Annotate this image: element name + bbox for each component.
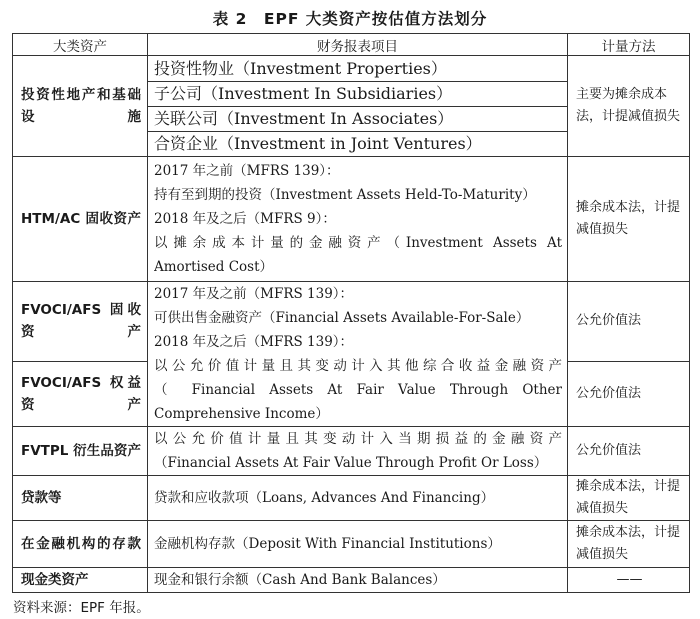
table-row bbox=[13, 568, 690, 593]
table-title: 表 2 EPF 大类资产按估值方法划分 bbox=[212, 10, 488, 28]
item-line: 持有至到期的投资（Investment Assets Held-To-Maturity） bbox=[154, 187, 536, 203]
method-cell: —— bbox=[568, 568, 690, 593]
items-cell bbox=[148, 427, 568, 476]
method-cell: 主要为摊余成本法，计提减值损失 bbox=[568, 56, 690, 157]
category-cell: FVOCI/AFS 权益资产 bbox=[13, 361, 148, 426]
header-category: 大类资产 bbox=[13, 34, 148, 56]
item-line: 关联公司（Investment In Associates） bbox=[148, 107, 567, 132]
category-cell: 贷款等 bbox=[13, 476, 148, 521]
table-row bbox=[13, 427, 690, 476]
category-cell: 现金类资产 bbox=[13, 568, 148, 593]
item-line: 投资性物业（Investment Properties） bbox=[148, 57, 567, 82]
item-line: 2018 年及之后（MFRS 139）： bbox=[154, 334, 354, 350]
method-cell: 摊余成本法，计提减值损失 bbox=[568, 157, 690, 282]
item-line: Comprehensive Income） bbox=[154, 406, 329, 422]
item-line: Amortised Cost） bbox=[154, 259, 274, 275]
items-cell bbox=[148, 282, 568, 427]
items-cell bbox=[148, 56, 568, 157]
category-cell: HTM/AC 固收资产 bbox=[13, 157, 148, 282]
method-cell: 摊余成本法，计提减值损失 bbox=[568, 521, 690, 568]
table-row bbox=[13, 476, 690, 521]
table-row bbox=[13, 282, 690, 362]
item-line: （ Financial Assets At Fair Value Through Other bbox=[154, 382, 562, 398]
items-cell bbox=[148, 568, 568, 593]
category-cell: FVOCI/AFS 固收资产 bbox=[13, 282, 148, 362]
method-cell: 公允价值法 bbox=[568, 427, 690, 476]
item-line: 合资企业（Investment in Joint Ventures） bbox=[154, 133, 482, 153]
item-line: 2017 年之前（MFRS 139）： bbox=[154, 163, 340, 179]
method-cell: 公允价值法 bbox=[568, 361, 690, 426]
items-cell bbox=[148, 157, 568, 282]
method-cell: 公允价值法 bbox=[568, 282, 690, 362]
item-line: 2018 年及之后（MFRS 9）： bbox=[154, 211, 336, 227]
source-note: 资料来源：EPF 年报。 bbox=[13, 600, 150, 616]
item-line: 以公允价值计量且其变动计入当期损益的金融资产 bbox=[154, 431, 562, 447]
items-cell bbox=[148, 521, 568, 568]
item-line: 以摊余成本计量的金融资产（Investment Assets At bbox=[154, 235, 562, 251]
header-items: 财务报表项目 bbox=[148, 34, 568, 56]
item-line: 以公允价值计量且其变动计入其他综合收益金融资产 bbox=[154, 358, 562, 374]
category-cell: 在金融机构的存款 bbox=[13, 521, 148, 568]
item-line: 贷款和应收款项（Loans, Advances And Financing） bbox=[154, 490, 495, 506]
item-line: （Financial Assets At Fair Value Through Profit Or Loss） bbox=[154, 455, 548, 471]
category-cell: 投资性地产和基础设施 bbox=[13, 56, 148, 157]
item-line: 可供出售金融资产（Financial Assets Available-For-Sale） bbox=[154, 310, 530, 326]
table-row bbox=[13, 157, 690, 282]
header-row bbox=[13, 34, 690, 56]
item-line: 子公司（Investment In Subsidiaries） bbox=[148, 82, 567, 107]
valuation-table bbox=[12, 33, 690, 593]
header-method: 计量方法 bbox=[568, 34, 690, 56]
items-cell bbox=[148, 476, 568, 521]
category-cell: FVTPL 衍生品资产 bbox=[13, 427, 148, 476]
item-line: 金融机构存款（Deposit With Financial Institutions） bbox=[154, 536, 501, 552]
table-row bbox=[13, 521, 690, 568]
table-row bbox=[13, 56, 690, 157]
item-line: 现金和银行余额（Cash And Bank Balances） bbox=[154, 572, 446, 588]
item-line: 2017 年及之前（MFRS 139）： bbox=[154, 286, 354, 302]
method-cell: 摊余成本法，计提减值损失 bbox=[568, 476, 690, 521]
